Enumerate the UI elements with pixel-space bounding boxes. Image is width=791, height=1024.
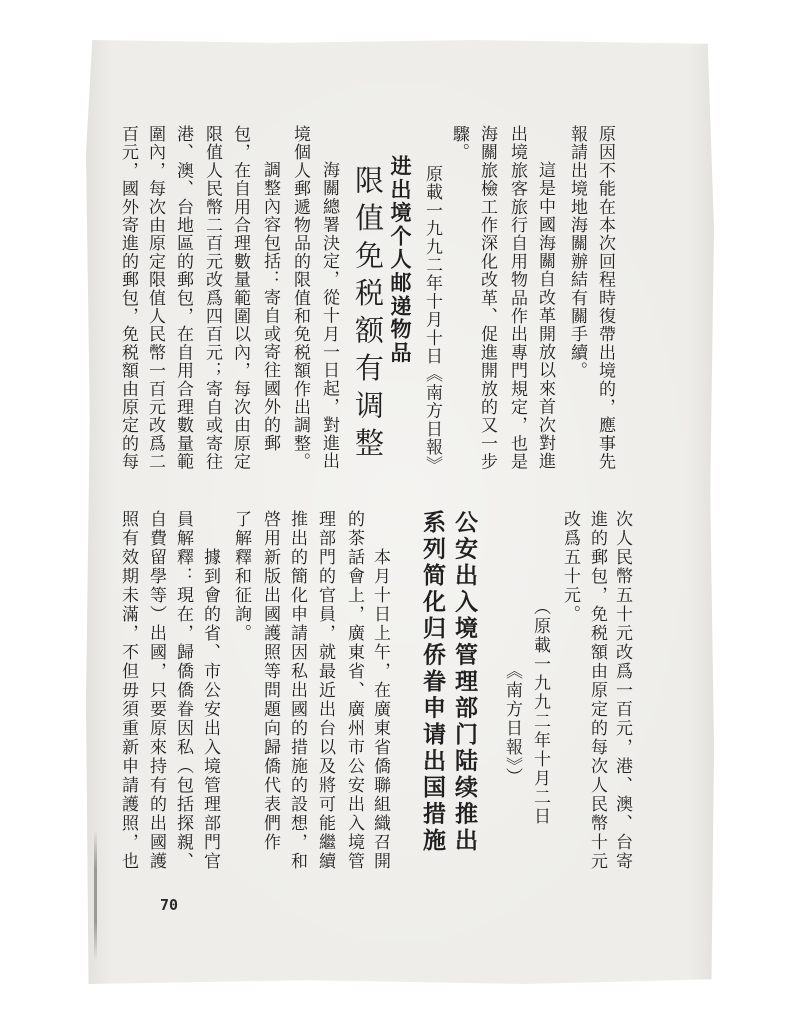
text-line: 海關總署決定，從十月一日起，對進出 [319,161,339,471]
text-line: 理部門的官員，就最近出台以及將可能繼續 [315,510,335,871]
text-line: 推出的簡化申請因私出國的措施的設想，和 [287,510,307,871]
article-title: 公安出入境管理部门陆续推出 [451,510,478,855]
article-headline: 限值免税额有调整 [351,165,385,465]
text-line: 海關旅檢工作深化改革、促進開放的又一步 [477,125,497,471]
text-line: 報請出境地海關辦結有關手續。 [567,125,587,380]
text-line: 圍內，每次由原定限值人民幣一百元改爲二 [145,125,165,471]
paper-stain [94,830,97,960]
text-line: 這是中國海關自改革開放以來首次對進 [535,161,555,471]
page-number: 70 [160,896,179,914]
text-line: 百元，國外寄進的郵包，免税額由原定的每 [118,125,138,471]
text-line: 驟。 [449,125,469,162]
source-citation: 《南方日報》） [502,662,522,787]
text-line: 的茶話會上，廣東省、廣州市公安出入境管 [344,510,364,871]
text-line: 次人民幣五十元改爲一百元，港、澳、台寄 [612,510,632,871]
text-line: 照有效期未滿，不但毋須重新申請護照，也 [118,510,138,871]
text-line: 調整內容包括：寄自或寄往國外的郵 [260,161,280,453]
text-line: 境個人郵遞物品的限值和免税額作出調整。 [290,125,310,471]
text-line: 員解釋：現在，歸僑僑眷因私（包括探親、 [173,510,193,871]
text-line: 進的郵包，免税額由原定的每次人民幣十元 [587,510,607,871]
text-line: 據到會的省、市公安出入境管理部門官 [200,548,220,871]
text-line: 限值人民幣二百元改爲四百元；寄自或寄往 [202,125,222,471]
text-line: 本月十日上午，在廣東省僑聯組織召開 [370,548,390,871]
text-line: 出境旅客旅行自用物品作出專門規定，也是 [507,125,527,471]
article-title: 系列简化归侨眷申请出国措施 [419,510,446,855]
article-title: 进出境个人邮递物品 [388,155,413,365]
text-line: 自費留學等）出國，只要原來持有的出國護 [146,510,166,871]
text-line: 原因不能在本次回程時復帶出境的，應事先 [595,125,615,471]
text-line: 包，在自用合理數量範圍以內，每次由原定 [230,125,250,471]
source-citation: （原載一九九二年十月二日 [530,598,550,826]
text-line: 改爲五十元。 [560,510,580,624]
text-line: 港、澳、台地區的郵包，在自用合理數量範 [173,125,193,471]
text-line: 啓用新版出國護照等問題向歸僑代表們作 [260,510,280,852]
text-line: 了解釋和征詢。 [231,510,251,643]
source-citation: 原載一九九二年十月十日《南方日報》 [422,165,442,475]
